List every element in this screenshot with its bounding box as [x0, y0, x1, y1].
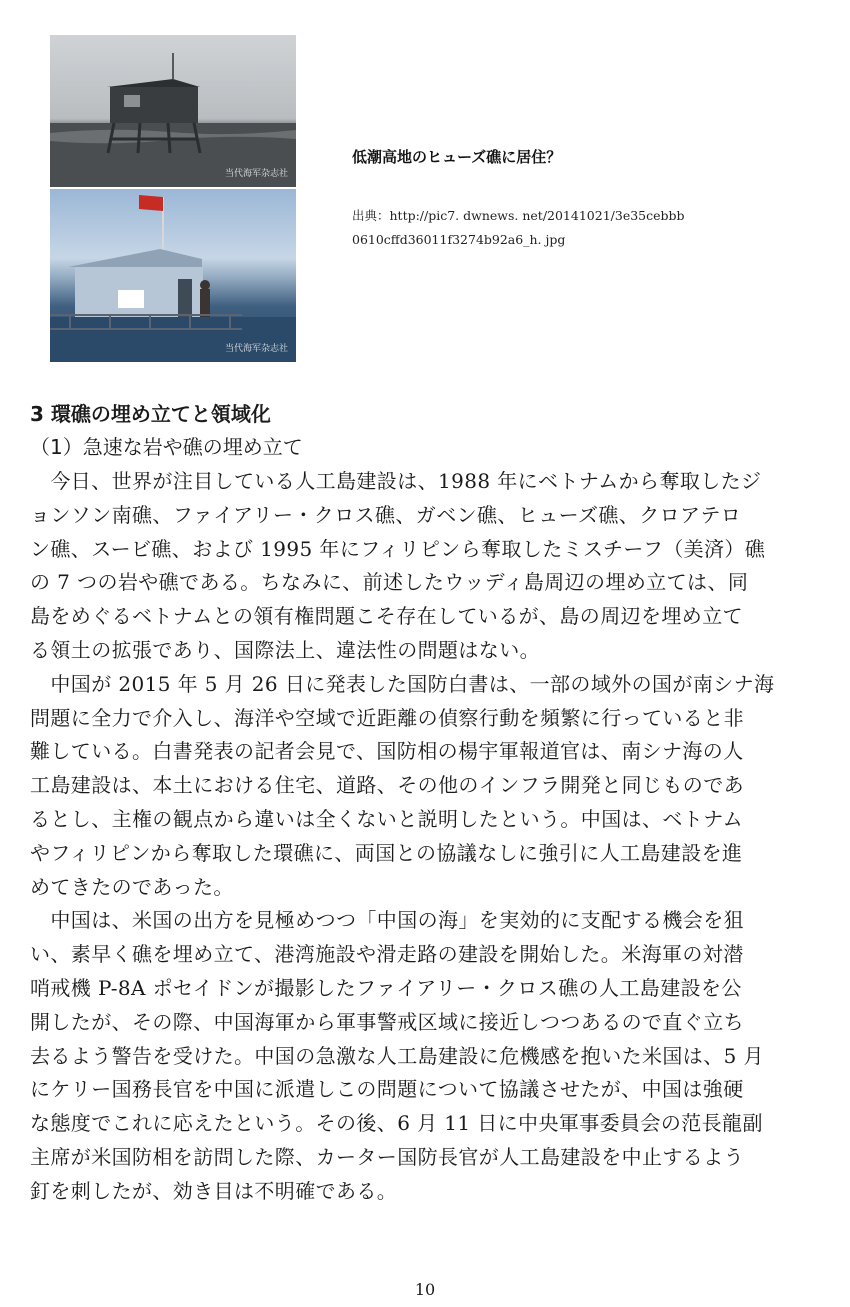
stilt-hut-illustration — [50, 35, 296, 187]
body-text — [30, 465, 830, 1209]
text-line: 主席が米国防相を訪問した際、カーター国防長官が人工島建設を中止するよう — [30, 1144, 744, 1169]
text-line: る領土の拡張であり、国際法上、違法性の問題はない。 — [30, 637, 540, 662]
text-line: やフィリピンから奪取した環礁に、両国との協議なしに強引に人工島建設を進 — [30, 840, 743, 865]
text-line: めてきたのであった。 — [30, 874, 234, 899]
photo-caption-source — [352, 204, 772, 252]
text-line: 今日、世界が注目している人工島建設は、1988 年にベトナムから奪取したジ — [30, 469, 762, 493]
paragraph — [30, 904, 830, 1208]
text-line: 哨戒機 P-8A ポセイドンが撮影したファイアリー・クロス礁の人工島建設を公 — [30, 975, 742, 1000]
paragraph — [30, 668, 830, 905]
text-line: い、素早く礁を埋め立て、港湾施設や滑走路の建設を開始した。米海軍の対潜 — [30, 942, 744, 967]
flag-hut-illustration — [50, 189, 296, 362]
text-line: ン礁、スービ礁、および 1995 年にフィリピンら奪取したミスチーフ（美済）礁 — [30, 536, 766, 561]
text-line: 開したが、その際、中国海軍から軍事警戒区域に接近しつつあるので直ぐ立ち — [30, 1009, 744, 1034]
section-heading: 3 環礁の埋め立てと領域化 — [30, 402, 271, 426]
photo-watermark: 当代海军杂志社 — [224, 344, 288, 354]
text-line: な態度でこれに応えたという。その後、6 月 11 日に中央軍事委員会の范長龍副 — [30, 1111, 763, 1136]
text-line: ョンソン南礁、ファイアリー・クロス礁、ガベン礁、ヒューズ礁、クロアテロ — [30, 502, 742, 527]
text-line: 去るよう警告を受けた。中国の急激な人工島建設に危機感を抱いた米国は、5 月 — [30, 1043, 764, 1068]
text-line: 難している。白書発表の記者会見で、国防相の楊宇軍報道官は、南シナ海の人 — [30, 739, 744, 764]
text-line: るとし、主権の観点から違いは全くないと説明したという。中国は、ベトナム — [30, 806, 743, 831]
photo-watermark: 当代海军杂志社 — [224, 169, 288, 179]
text-line: の 7 つの岩や礁である。ちなみに、前述したウッディ島周辺の埋め立ては、同 — [30, 570, 749, 595]
source-line: 出典：http://pic7. dwnews. net/20141021/3e35cebbb — [352, 208, 685, 223]
text-line: 工島建設は、本土における住宅、道路、その他のインフラ開発と同じものであ — [30, 773, 744, 798]
text-line: 島をめぐるベトナムとの領有権問題こそ存在しているが、島の周辺を埋め立て — [30, 604, 743, 629]
paragraph — [30, 465, 830, 668]
subsection-heading: （1）急速な岩や礁の埋め立て — [30, 435, 303, 459]
source-line: 0610cffd36011f3274b92a6_h. jpg — [352, 232, 566, 247]
text-line: にケリー国務長官を中国に派遣しこの問題について協議させたが、中国は強硬 — [30, 1077, 744, 1102]
flag-hut-photo — [50, 189, 296, 362]
photo-caption-title: 低潮高地のヒューズ礁に居住？ — [352, 148, 562, 166]
text-line: 中国は、米国の出方を見極めつつ「中国の海」を実効的に支配する機会を狙 — [30, 908, 744, 933]
text-line: 問題に全力で介入し、海洋や空域で近距離の偵察行動を頻繁に行っていると非 — [30, 705, 744, 730]
page-number: 10 — [414, 1280, 436, 1299]
text-line: 釘を刺したが、効き目は不明確である。 — [30, 1178, 398, 1203]
stilt-hut-photo — [50, 35, 296, 187]
text-line: 中国が 2015 年 5 月 26 日に発表した国防白書は、一部の域外の国が南シナ海 — [30, 671, 775, 696]
